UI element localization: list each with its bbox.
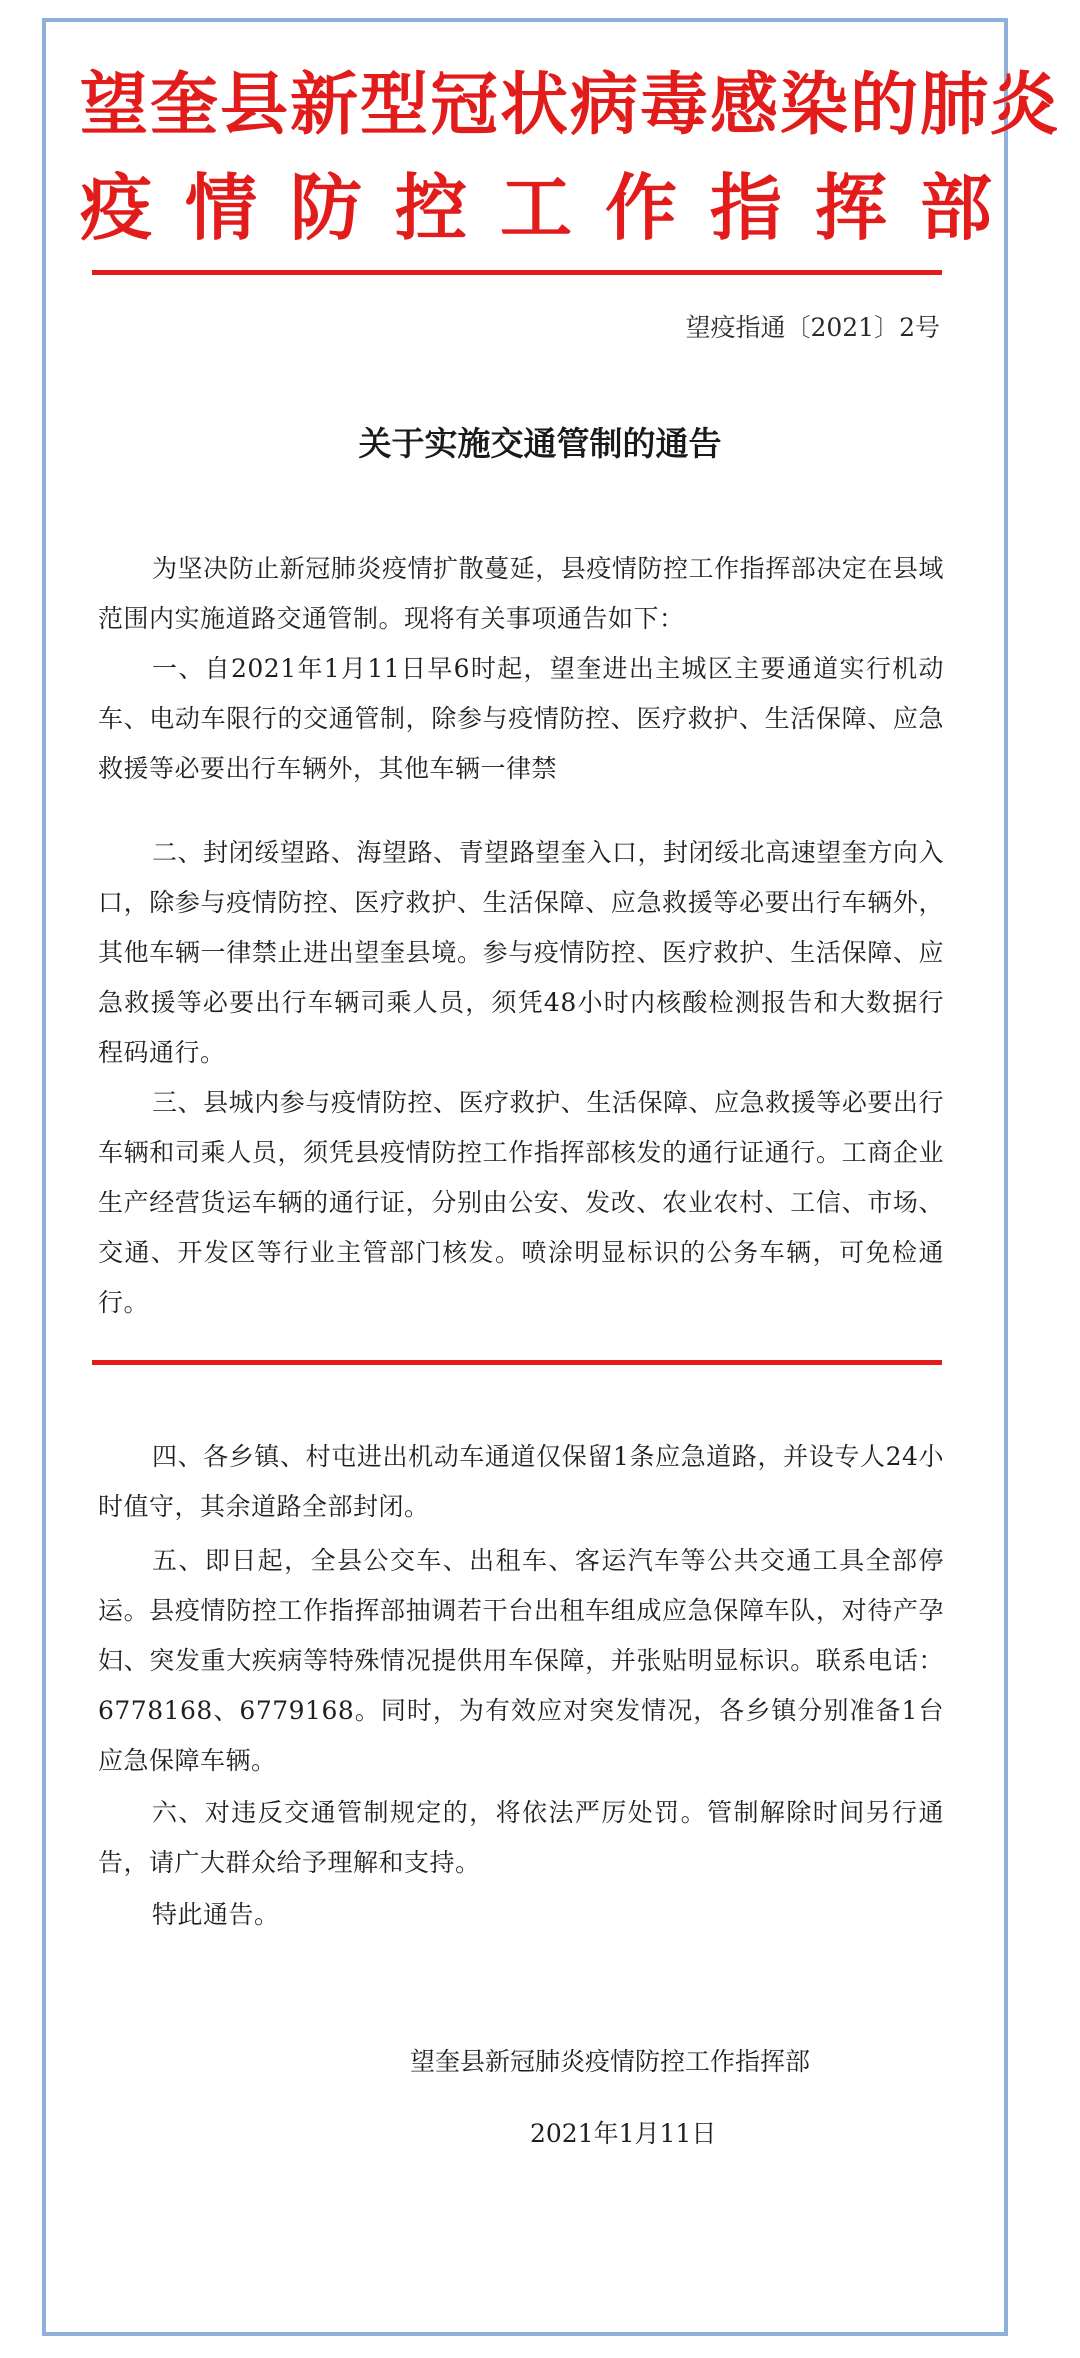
notice-title: 关于实施交通管制的通告	[358, 424, 722, 463]
document-number: 望疫指通〔2021〕2号	[685, 313, 940, 342]
signature-date: 2021年1月11日	[530, 2119, 717, 2148]
section-divider-rule	[92, 1360, 942, 1365]
clause-5-paragraph: 五、即日起，全县公交车、出租车、客运汽车等公共交通工具全部停运。县疫情防控工作指挥部抽调若干台出租车组成应急保障车队，对待产孕妇、突发重大疾病等特殊情况提供用车保障，并张贴明显标识。联系电话：6778168、6779168。同时，为有效应对突发情况，各乡镇分别准备1台应急保障车辆。	[98, 1546, 944, 1775]
clause-4-paragraph: 四、各乡镇、村屯进出机动车通道仅保留1条应急道路，并设专人24小时值守，其余道路全部封闭。	[98, 1442, 944, 1521]
header-red-rule	[92, 270, 942, 275]
clause-2-paragraph: 二、封闭绥望路、海望路、青望路望奎入口，封闭绥北高速望奎方向入口，除参与疫情防控、医疗救护、生活保障、应急救援等必要出行车辆外，其他车辆一律禁止进出望奎县境。参与疫情防控、医疗救护、生活保障、应急救援等必要出行车辆司乘人员，须凭48小时内核酸检测报告和大数据行程码通行。	[98, 838, 944, 1067]
intro-paragraph: 为坚决防止新冠肺炎疫情扩散蔓延，县疫情防控工作指挥部决定在县域范围内实施道路交通管制。现将有关事项通告如下：	[98, 554, 944, 633]
clause-3-paragraph: 三、县城内参与疫情防控、医疗救护、生活保障、应急救援等必要出行车辆和司乘人员，须凭县疫情防控工作指挥部核发的通行证通行。工商企业生产经营货运车辆的通行证，分别由公安、发改、农业农村、工信、市场、交通、开发区等行业主管部门核发。喷涂明显标识的公务车辆，可免检通行。	[98, 1088, 944, 1317]
clause-6-paragraph: 六、对违反交通管制规定的，将依法严厉处罚。管制解除时间另行通告，请广大群众给予理解和支持。	[98, 1798, 944, 1877]
clause-1-paragraph: 一、自2021年1月11日早6时起，望奎进出主城区主要通道实行机动车、电动车限行的交通管制，除参与疫情防控、医疗救护、生活保障、应急救援等必要出行车辆外，其他车辆一律禁	[98, 654, 944, 783]
signature-organization: 望奎县新冠肺炎疫情防控工作指挥部	[410, 2047, 811, 2076]
header-title-line1: 望奎县新型冠状病毒感染的肺炎	[80, 65, 1061, 145]
closing-paragraph: 特此通告。	[152, 1900, 280, 1929]
header-title-line2: 疫情防控工作指挥部	[80, 165, 1026, 250]
